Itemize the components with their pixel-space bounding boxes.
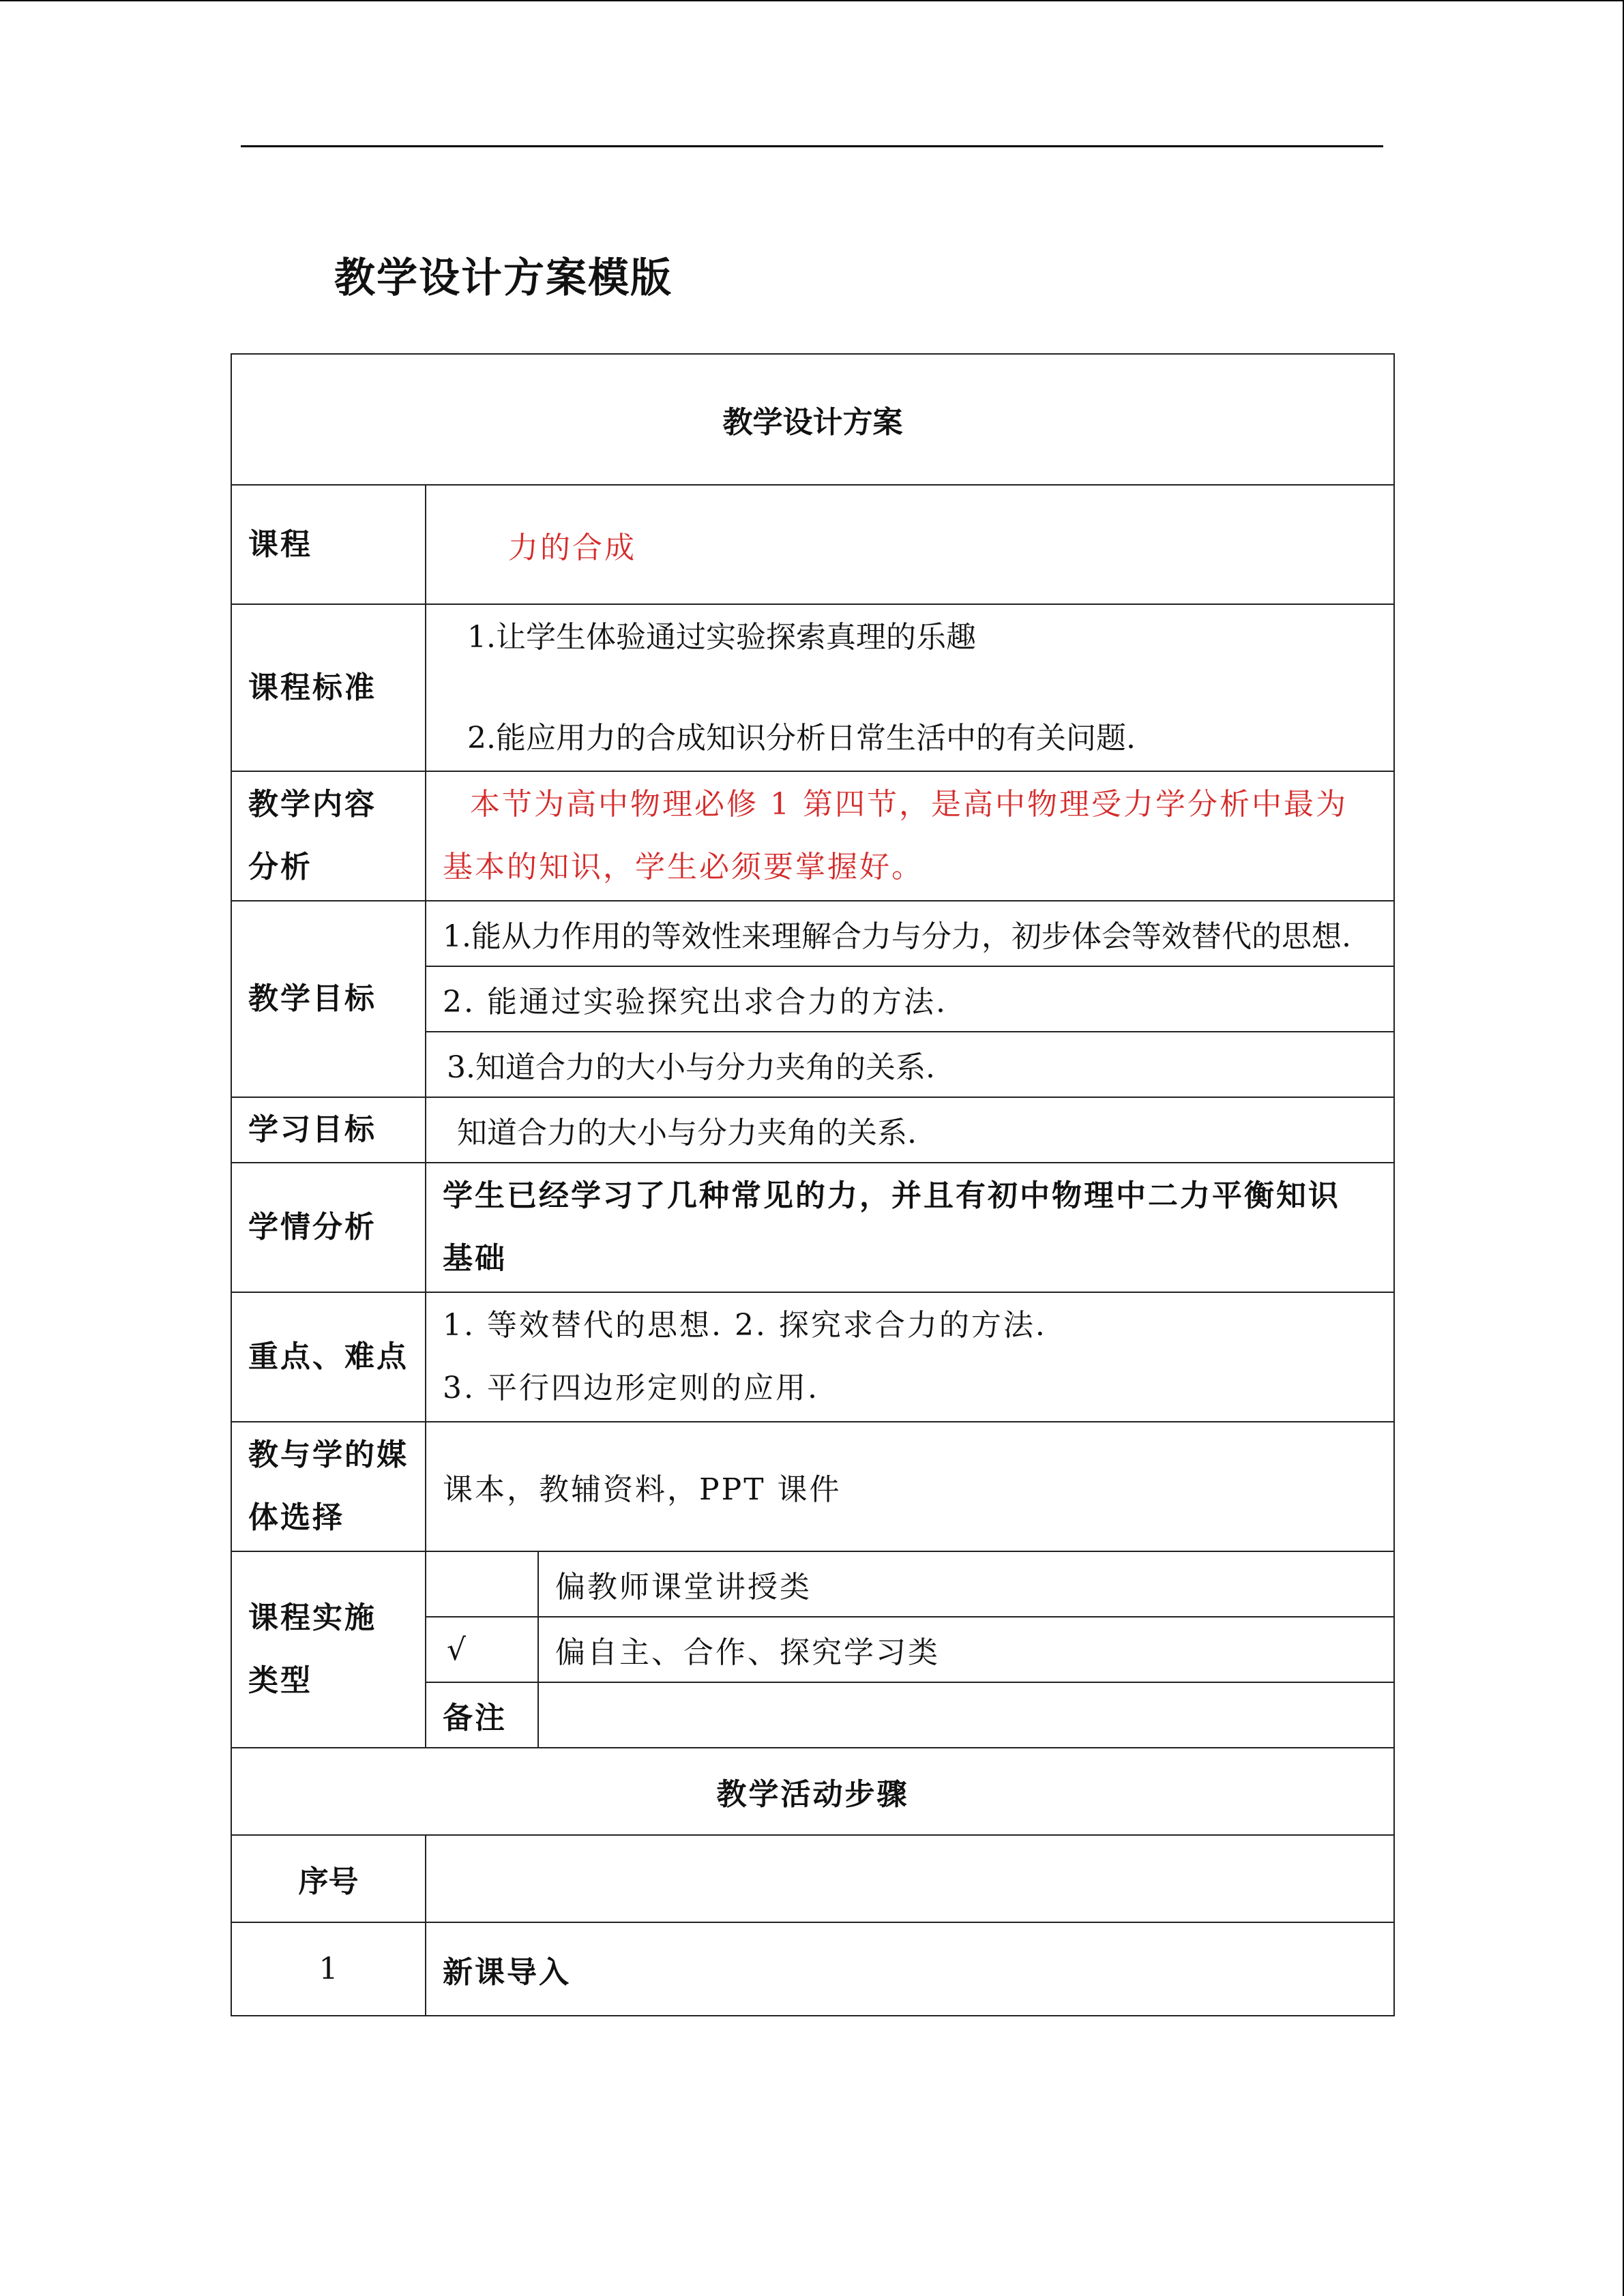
media-label-line: 教与学的媒 <box>248 1437 409 1472</box>
media-label <box>231 1422 426 1551</box>
document-title: 教学设计方案模版 <box>334 254 673 302</box>
col-content-header <box>426 1835 1394 1922</box>
media-row <box>231 1422 1394 1551</box>
activity-row <box>231 1922 1394 2016</box>
key-points-row <box>231 1292 1394 1422</box>
teaching-goal-row <box>231 901 1394 966</box>
learning-goal-label: 学习目标 <box>231 1097 426 1163</box>
implementation-type: 偏自主、合作、探究学习类 <box>538 1617 1394 1682</box>
course-value: 力的合成 <box>426 485 1394 604</box>
learning-goal-value: 知道合力的大小与分力夹角的关系. <box>426 1097 1394 1163</box>
student-analysis-row <box>231 1163 1394 1292</box>
key-points-label: 重点、难点 <box>231 1292 426 1422</box>
key-points-line: 1. 等效替代的思想. 2. 探究求合力的方法. <box>443 1308 1047 1343</box>
standard-row <box>231 604 1394 771</box>
activity-content: 新课导入 <box>426 1922 1394 2016</box>
content-analysis-label <box>231 771 426 901</box>
implementation-label <box>231 1551 426 1748</box>
remark-value <box>538 1682 1394 1748</box>
content-analysis-label-line: 分析 <box>248 850 312 884</box>
course-label: 课程 <box>231 485 426 604</box>
implementation-label-line: 类型 <box>248 1663 312 1698</box>
media-value: 课本，教辅资料，PPT 课件 <box>426 1422 1394 1551</box>
content-analysis-line: 基本的知识，学生必须要掌握好。 <box>443 850 924 884</box>
student-analysis-label: 学情分析 <box>231 1163 426 1292</box>
col-index-header: 序号 <box>231 1835 426 1922</box>
teaching-goal-item: 1.能从力作用的等效性来理解合力与分力，初步体会等效替代的思想. <box>426 901 1394 966</box>
content-analysis-line: 本节为高中物理必修 1 第四节，是高中物理受力学分析中最为 <box>470 787 1348 822</box>
content-analysis-value <box>426 771 1394 901</box>
content-analysis-row <box>231 771 1394 901</box>
learning-goal-row <box>231 1097 1394 1163</box>
remark-label: 备注 <box>426 1682 538 1748</box>
activities-columns-row <box>231 1835 1394 1922</box>
key-points-line: 3. 平行四边形定则的应用. <box>443 1371 819 1405</box>
standard-item: 2.能应用力的合成知识分析日常生活中的有关问题. <box>467 720 1136 756</box>
content-analysis-label-line: 教学内容 <box>248 787 377 822</box>
plan-header-row <box>231 354 1394 485</box>
implementation-type: 偏教师课堂讲授类 <box>538 1551 1394 1617</box>
teaching-goal-item: 3.知道合力的大小与分力夹角的关系. <box>426 1032 1394 1097</box>
implementation-row <box>231 1551 1394 1617</box>
activities-header: 教学活动步骤 <box>231 1748 1394 1835</box>
media-label-line: 体选择 <box>248 1500 344 1535</box>
key-points-value <box>426 1292 1394 1422</box>
activity-index: 1 <box>231 1922 426 2016</box>
header-rule <box>241 145 1383 147</box>
page-border-top <box>0 0 1624 1</box>
teaching-goal-item: 2. 能通过实验探究出求合力的方法. <box>426 966 1394 1032</box>
standard-label: 课程标准 <box>231 604 426 771</box>
implementation-mark <box>426 1551 538 1617</box>
student-analysis-value <box>426 1163 1394 1292</box>
teaching-plan-table <box>231 353 1395 2016</box>
student-analysis-line: 学生已经学习了几种常见的力，并且有初中物理中二力平衡知识 <box>443 1178 1340 1213</box>
standard-value <box>426 604 1394 771</box>
implementation-label-line: 课程实施 <box>248 1600 377 1635</box>
course-row <box>231 485 1394 604</box>
plan-header: 教学设计方案 <box>231 354 1394 485</box>
standard-item: 1.让学生体验通过实验探索真理的乐趣 <box>467 619 976 655</box>
checkmark-icon: √ <box>426 1617 538 1682</box>
activities-header-row <box>231 1748 1394 1835</box>
teaching-goals-label: 教学目标 <box>231 901 426 1097</box>
student-analysis-line: 基础 <box>443 1241 507 1276</box>
